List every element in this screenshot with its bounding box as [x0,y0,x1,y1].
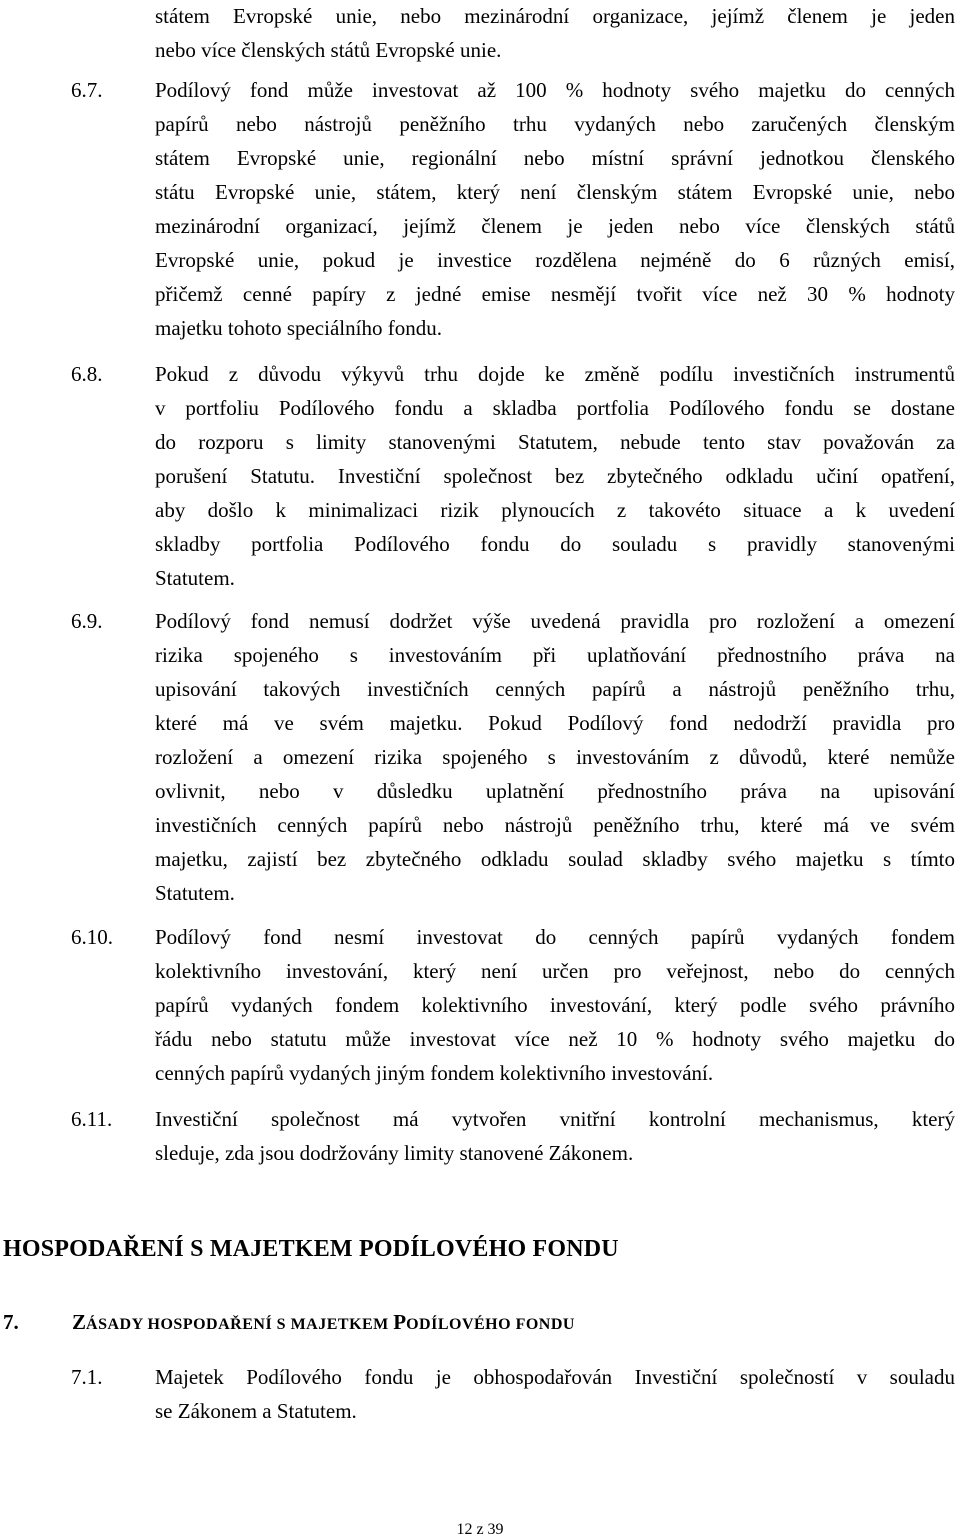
section-heading: HOSPODAŘENÍ S MAJETKEM PODÍLOVÉHO FONDU [3,1236,619,1262]
title-initial: Z [72,1310,87,1334]
clause-number: 6.9. [71,609,103,633]
text-line: ovlivnit, nebo v důsledku uplatnění přednostního práva na upisování [155,779,955,803]
text-line: rizika spojeného s investováním při uplatňování přednostního práva na [155,643,955,667]
text-line: investičních cenných papírů nebo nástrojů peněžního trhu, které má ve svém [155,813,955,837]
subsection-number: 7. [3,1310,19,1334]
text-line: které má ve svém majetku. Pokud Podílový fond nedodrží pravidla pro [155,711,955,735]
title-smallcaps: ODÍLOVÉHO FONDU [406,1316,575,1333]
text-line: sleduje, zda jsou dodržovány limity stanovené Zákonem. [155,1141,634,1165]
text-line: Statutem. [155,566,235,590]
text-line: Podílový fond nemusí dodržet výše uvedená pravidla pro rozložení a omezení [155,609,955,633]
text-line: Podílový fond nesmí investovat do cenných papírů vydaných fondem [155,925,955,949]
clause-number: 6.8. [71,362,103,386]
clause-number: 7.1. [71,1365,103,1389]
clause-text [155,920,955,1090]
text-line: porušení Statutu. Investiční společnost bez zbytečného odkladu učiní opatření, [155,464,955,488]
page-number: 12 z 39 [456,1521,504,1538]
text-line: Statutem. [155,881,235,905]
text-line: majetku tohoto speciálního fondu. [155,316,442,340]
text-line: kolektivního investování, který není určen pro veřejnost, nebo do cenných [155,959,955,983]
paragraph-text [155,0,955,67]
text-line: přičemž cenné papíry z jedné emise nesmějí tvořit více než 30 % hodnoty [155,282,955,306]
text-line: Podílový fond může investovat až 100 % hodnoty svého majetku do cenných [155,78,955,102]
clause-number: 6.7. [71,78,103,102]
text-line: státu Evropské unie, státem, který není členským státem Evropské unie, nebo [155,180,955,204]
text-line: majetku, zajistí bez zbytečného odkladu soulad skladby svého majetku s tímto [155,847,955,871]
text-line: do rozporu s limity stanovenými Statutem, nebude tento stav považován za [155,430,955,454]
text-line: rozložení a omezení rizika spojeného s investováním z důvodů, které nemůže [155,745,955,769]
clause-text [155,604,955,910]
title-initial: P [393,1310,407,1334]
text-line: cenných papírů vydaných jiným fondem kolektivního investování. [155,1061,714,1085]
text-line: státem Evropské unie, regionální nebo místní správní jednotkou členského [155,146,955,170]
text-line: mezinárodní organizací, jejímž členem je jeden nebo více členských států [155,214,955,238]
clause-text [155,73,955,345]
text-line: v portfoliu Podílového fondu a skladba portfolia Podílového fondu se dostane [155,396,955,420]
text-line: Majetek Podílového fondu je obhospodařován Investiční společností v souladu [155,1365,955,1389]
text-line: papírů nebo nástrojů peněžního trhu vydaných nebo zaručených členským [155,112,955,136]
clause-text [155,357,955,595]
text-line: aby došlo k minimalizaci rizik plynoucích z takovéto situace a k uvedení [155,498,955,522]
text-line: státem Evropské unie, nebo mezinárodní organizace, jejímž členem je jeden [155,4,955,28]
title-smallcaps: ÁSADY HOSPODAŘENÍ S MAJETKEM [86,1316,394,1333]
text-line: upisování takových investičních cenných papírů a nástrojů peněžního trhu, [155,677,955,701]
subsection-title [72,1305,575,1342]
text-line: řádu nebo statutu může investovat více než 10 % hodnoty svého majetku do [155,1027,955,1051]
clause-text [155,1102,955,1170]
text-line: Pokud z důvodu výkyvů trhu dojde ke změně podílu investičních instrumentů [155,362,955,386]
clause-number: 6.10. [71,925,113,949]
text-line: papírů vydaných fondem kolektivního investování, který podle svého právního [155,993,955,1017]
clause-number: 6.11. [71,1107,113,1131]
text-line: se Zákonem a Statutem. [155,1399,357,1423]
clause-text [155,1360,955,1428]
text-line: skladby portfolia Podílového fondu do souladu s pravidly stanovenými [155,532,955,556]
text-line: nebo více členských států Evropské unie. [155,38,502,62]
text-line: Evropské unie, pokud je investice rozdělena nejméně do 6 různých emisí, [155,248,955,272]
text-line: Investiční společnost má vytvořen vnitřní kontrolní mechanismus, který [155,1107,955,1131]
